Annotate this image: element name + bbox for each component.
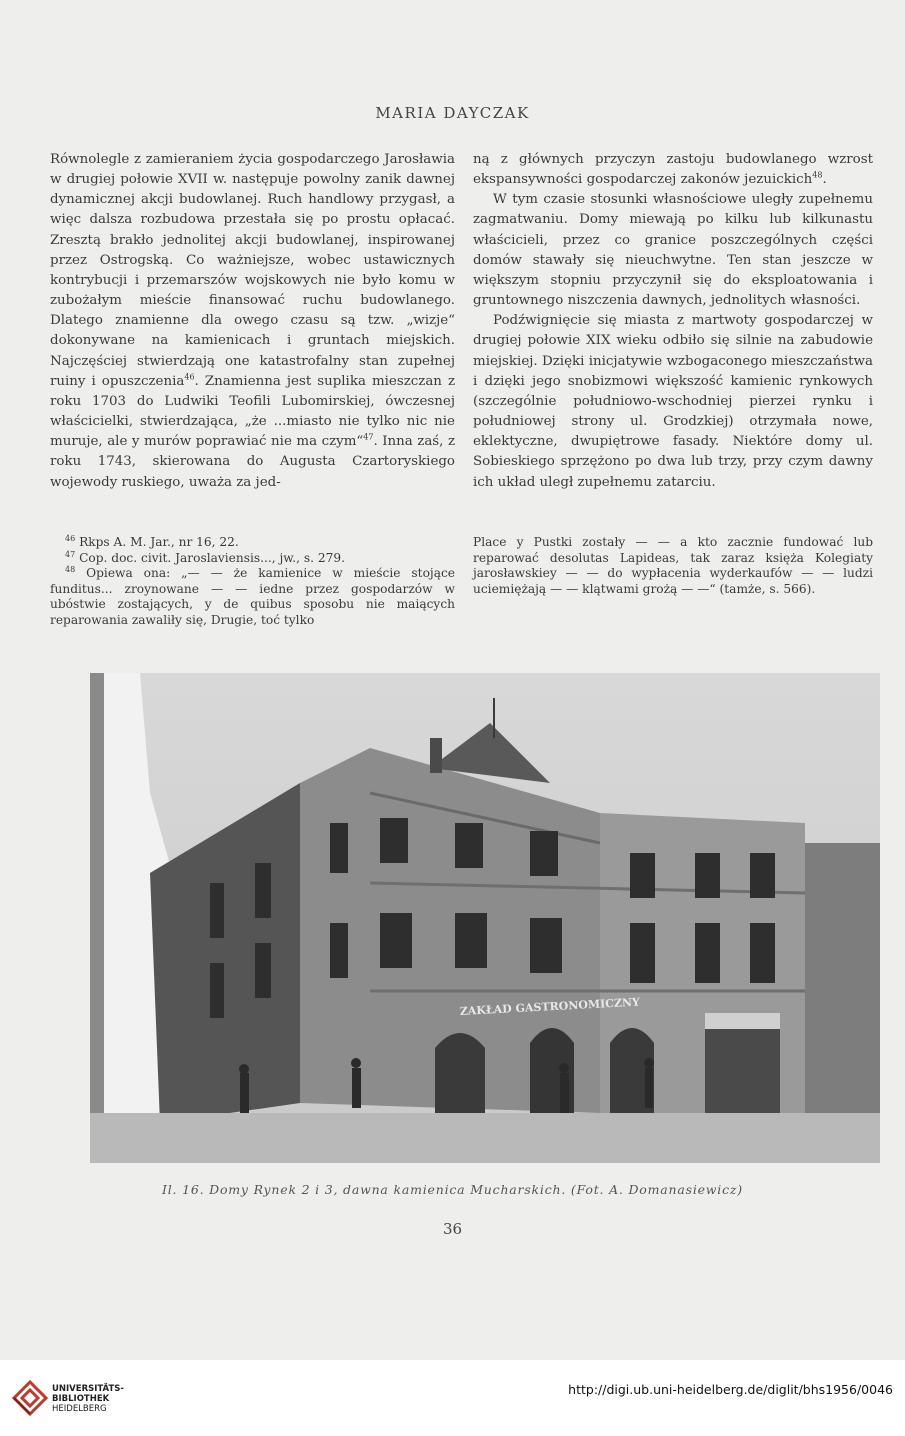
footnotes-right — [473, 535, 873, 597]
paragraph: W tym czasie stosunki własnościowe uległy zupełnemu zagmatwaniu. Domy miewają po kilku lub kilkunastu właścicieli, przez co granice poszczególnych części domów stawały się nieuchwytne. Ten stan jeszcze w większym stopniu przyczynił się do eksploatowania i gruntownego niszczenia dawnych, jednolitych własności. — [473, 192, 873, 309]
footnote: $^{48}$ Opiewa ona: „— — że kamienice w mieście stojące funditus... zroynowane — — iedne przez gospodarzów w ubóstwie zostających, y de quibus sposobu nie maiących reparowania zawaliły się, Drugie, toć tylko — [50, 564, 455, 627]
library-logo-icon — [10, 1378, 50, 1418]
building-photograph — [90, 673, 880, 1163]
page-number: 36 — [442, 1220, 463, 1238]
text-column-right — [473, 150, 873, 493]
library-name: UNIVERSITÄTS- BIBLIOTHEK HEIDELBERG — [52, 1384, 124, 1414]
footnote: $^{47}$ Cop. doc. civit. Jaroslaviensis..., jw., s. 279. — [65, 549, 346, 565]
paragraph: Podźwignięcie się miasta z martwoty gospodarczej w drugiej połowie XIX wieku odbiło się silnie na zabudowie miejskiej. Dzięki inicjatywie wzbogaconego mieszczaństwa i dzięki jego snobizmowi większość kamienic rynkowych (szczególnie południowo-wschodniej pierzei rynku i południowej strony ul. Grodzkiej) otrzymała nowe, eklektyczne, dwupiętrowe fasady. Niektóre domy ul. Sobieskiego sprzężono po dwa lub trzy, przy czym dawny ich układ uległ zupełnemu zatarciu. — [473, 313, 873, 490]
footnote: $^{46}$ Rkps A. M. Jar., nr 16, 22. — [65, 533, 239, 549]
footnote-continuation: Place y Pustki zostały — — a kto zacznie fundować lub reparować desolutas Lapideas, tak zaraz księża Kolegiaty jarosławskiey — — do wypłacenia wyderkaufów — — ludzi uciemiężają — — klątwami grożą — —“ (tamże, s. 566). — [473, 535, 873, 596]
footnotes-left — [50, 535, 455, 628]
shop-sign-text: ZAKŁAD GASTRONOMICZNY — [459, 995, 641, 1018]
paragraph: ną z głównych przyczyn zastoju budowlanego wzrost ekspansywności gospodarczej zakonów jezuickich$^{48}$. — [473, 152, 873, 188]
running-header: MARIA DAYCZAK — [375, 104, 530, 122]
source-url-link[interactable]: http://digi.ub.uni-heidelberg.de/diglit/bhs1956/0046 — [568, 1382, 893, 1397]
text-column-left — [50, 150, 455, 493]
library-footer — [0, 1360, 905, 1436]
figure-caption: Il. 16. Domy Rynek 2 i 3, dawna kamienica Mucharskich. (Fot. A. Domanasiewicz) — [162, 1182, 743, 1197]
paragraph: Równolegle z zamieraniem życia gospodarczego Jarosławia w drugiej połowie XVII w. następuje powolny zanik dawnej dynamicznej akcji budowlanej. Ruch handlowy przygasł, a więc dalsza rozbudowa przestała się po prostu opłacać. Zresztą brakło jednolitej akcji budowlanej, inspirowanej przez Ostrogską. Co ważniejsze, wobec ustawicznych kontrybucji i przemarszów wojskowych nie było komu w zubożałym mieście finansować ruchu budowlanego. Dlatego znamienne dla owego czasu są tzw. „wizje“ dokonywane na kamienicach i gruntach miejskich. Najczęściej stwierdzają one katastrofalny stan zupełnej ruiny i opuszczenia$^{46}$. Znamienna jest suplika mieszczan z roku 1703 do Ludwiki Teofili Lubomirskiej, ówczesnej właścicielki, stwierdzająca, „że ...miasto nie tylko nic nie muruje, ale y murów poprawiać nie ma czym“$^{47}$. Inna zaś, z roku 1743, skierowana do Augusta Czartoryskiego wojewody ruskiego, uważa za jed- — [50, 152, 455, 490]
